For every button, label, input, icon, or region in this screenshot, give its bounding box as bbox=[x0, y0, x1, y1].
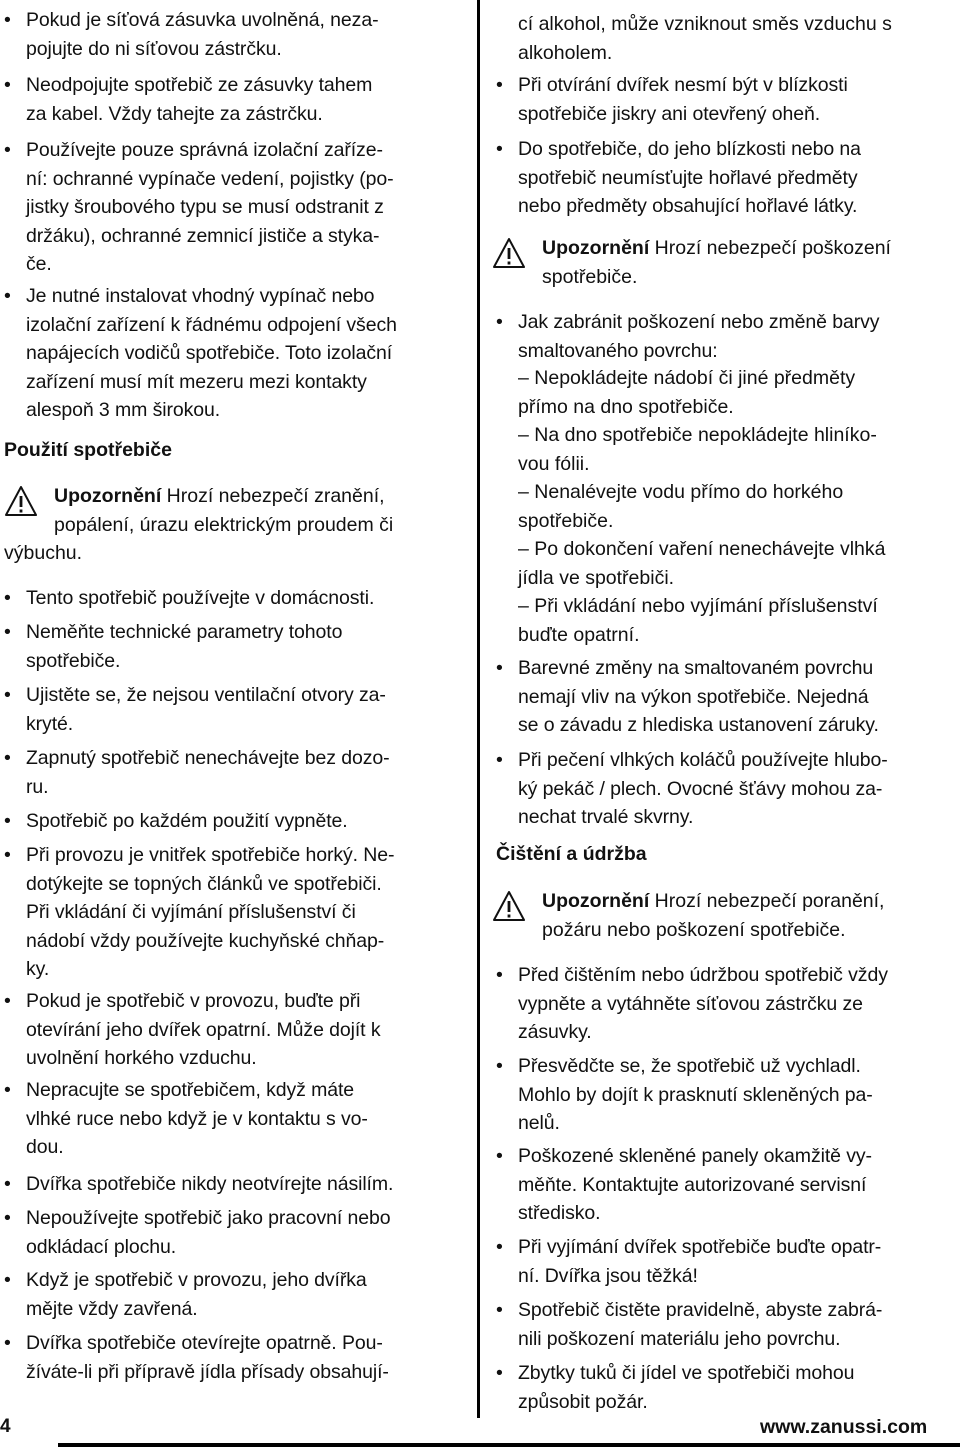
dash-item bbox=[518, 364, 855, 421]
bullet-line: ky. bbox=[26, 958, 50, 980]
bullet-icon: • bbox=[4, 621, 11, 643]
warning-line: požáru nebo poškození spotřebiče. bbox=[542, 918, 846, 941]
warning-text: Hrozí nebezpečí poranění, bbox=[649, 890, 885, 912]
bullet-item bbox=[496, 1142, 872, 1228]
footer-rule bbox=[58, 1443, 960, 1447]
bullet-icon: • bbox=[4, 587, 11, 609]
bullet-item bbox=[4, 987, 380, 1073]
bullet-line: Při vkládání či vyjímání příslušenství či bbox=[26, 901, 356, 923]
bullet-line: spotřebič neumísťujte hořlavé předměty bbox=[518, 166, 858, 189]
bullet-line: izolační zařízení k řádnému odpojení všech bbox=[26, 313, 397, 336]
text-line: – Po dokončení vaření nenechávejte vlhká bbox=[518, 538, 886, 560]
bullet-icon: • bbox=[4, 990, 11, 1012]
bullet-line: měňte. Kontaktujte autorizované servisní bbox=[518, 1173, 867, 1196]
bullet-line: spotřebiče jiskry ani otevřený oheň. bbox=[518, 102, 821, 125]
bullet-line: Když je spotřebič v provozu, jeho dvířka bbox=[26, 1269, 367, 1291]
bullet-line: dou. bbox=[26, 1136, 64, 1158]
text-line: alkoholem. bbox=[518, 41, 613, 64]
bullet-line: napájecích vodičů spotřebiče. Toto izolační bbox=[26, 342, 393, 364]
dash-item bbox=[518, 478, 843, 535]
text-line: – Nenalévejte vodu přímo do horkého bbox=[518, 481, 844, 503]
bullet-line: jistky šroubového typu se musí odstranit z bbox=[26, 196, 384, 218]
bullet-icon: • bbox=[496, 749, 503, 771]
bullet-line: Nepracujte se spotřebičem, když máte bbox=[26, 1079, 355, 1101]
bullet-item bbox=[4, 807, 348, 836]
bullet-line: Spotřebič čistěte pravidelně, abyste zabrá- bbox=[518, 1299, 883, 1321]
bullet-line: smaltovaného povrchu: bbox=[518, 339, 718, 362]
bullet-line: Neodpojujte spotřebič ze zásuvky tahem bbox=[26, 74, 373, 96]
bullet-line: odkládací plochu. bbox=[26, 1235, 177, 1258]
bullet-line: vlhké ruce nebo když je v kontaktu s vo- bbox=[26, 1107, 368, 1130]
bullet-item bbox=[4, 744, 389, 801]
website-link[interactable]: www.zanussi.com bbox=[760, 1416, 928, 1438]
bullet-line: Před čištěním nebo údržbou spotřebič vždy bbox=[518, 964, 888, 986]
bullet-line: ký pekáč / plech. Ovocné šťávy mohou za- bbox=[518, 777, 883, 800]
bullet-item bbox=[496, 961, 888, 1047]
bullet-item bbox=[4, 1204, 390, 1261]
bullet-line: způsobit požár. bbox=[518, 1390, 648, 1413]
warning-text: Hrozí nebezpečí poškození bbox=[649, 237, 891, 259]
warning-line bbox=[542, 887, 884, 916]
bullet-line: držáku), ochranné zemnicí jističe a styka- bbox=[26, 224, 380, 247]
bullet-line: Dvířka spotřebiče otevírejte opatrně. Pou- bbox=[26, 1332, 383, 1354]
dash-item bbox=[518, 535, 886, 592]
section-heading: Čištění a údržba bbox=[496, 843, 647, 865]
bullet-line: mějte vždy zavřená. bbox=[26, 1297, 198, 1320]
bullet-line: Při otvírání dvířek nesmí být v blízkosti bbox=[518, 74, 848, 96]
text-line: spotřebiče. bbox=[518, 509, 614, 532]
bullet-icon: • bbox=[496, 964, 503, 986]
text-line: vou fólii. bbox=[518, 452, 590, 475]
bullet-item bbox=[4, 1266, 367, 1323]
bullet-item bbox=[4, 1076, 368, 1162]
text-line: buďte opatrní. bbox=[518, 623, 640, 646]
bullet-item bbox=[496, 654, 879, 740]
bullet-line: dotýkejte se topných článků ve spotřebiči. bbox=[26, 872, 382, 895]
bullet-item bbox=[496, 71, 848, 128]
warning-line: výbuchu. bbox=[4, 542, 83, 564]
bullet-item bbox=[4, 71, 372, 128]
bullet-icon: • bbox=[4, 1332, 11, 1354]
bullet-item bbox=[496, 308, 879, 365]
bullet-line: uvolnění horkého vzduchu. bbox=[26, 1047, 257, 1069]
bullet-icon: • bbox=[496, 138, 503, 160]
bullet-line: zařízení musí mít mezeru mezi kontakty bbox=[26, 370, 367, 393]
bullet-item bbox=[4, 1170, 393, 1199]
warning-line: spotřebiče. bbox=[542, 265, 638, 288]
bullet-icon: • bbox=[496, 74, 503, 96]
bullet-icon: • bbox=[4, 9, 11, 31]
bullet-line: Používejte pouze správná izolační zaříze- bbox=[26, 139, 383, 161]
warning-notice bbox=[492, 234, 891, 291]
warning-line: popálení, úrazu elektrickým proudem či bbox=[54, 513, 394, 536]
bullet-item bbox=[4, 584, 374, 613]
bullet-line: za kabel. Vždy tahejte za zástrčku. bbox=[26, 102, 323, 125]
bullet-line: alespoň 3 mm širokou. bbox=[26, 399, 221, 421]
bullet-line: če. bbox=[26, 253, 52, 275]
bullet-line: ru. bbox=[26, 775, 49, 798]
bullet-line: Pokud je spotřebič v provozu, buďte při bbox=[26, 990, 361, 1012]
warning-line bbox=[54, 482, 393, 511]
bullet-line: otevírání jeho dvířek opatrní. Může dojít k bbox=[26, 1018, 381, 1041]
bullet-line: Ujistěte se, že nejsou ventilační otvory za- bbox=[26, 684, 386, 706]
warning-triangle-icon bbox=[492, 237, 526, 269]
bullet-item bbox=[496, 746, 888, 832]
text-line: – Při vkládání nebo vyjímání příslušenství bbox=[518, 595, 878, 617]
bullet-line: Neměňte technické parametry tohoto bbox=[26, 621, 343, 643]
bullet-line: Jak zabránit poškození nebo změně barvy bbox=[518, 311, 880, 333]
bullet-line: se o závadu z hlediska ustanovení záruky. bbox=[518, 714, 879, 736]
bullet-line: Při provozu je vnitřek spotřebiče horký. Ne- bbox=[26, 844, 395, 866]
bullet-item bbox=[4, 681, 386, 738]
text-line: – Nepokládejte nádobí či jiné předměty bbox=[518, 367, 856, 389]
bullet-icon: • bbox=[496, 1055, 503, 1077]
bullet-line: Zbytky tuků či jídel ve spotřebiči mohou bbox=[518, 1362, 855, 1384]
bullet-line: Zapnutý spotřebič nenechávejte bez dozo- bbox=[26, 747, 390, 769]
bullet-line: Tento spotřebič používejte v domácnosti. bbox=[26, 587, 375, 609]
bullet-icon: • bbox=[4, 285, 11, 307]
bullet-icon: • bbox=[4, 684, 11, 706]
bullet-line: nili poškození materiálu jeho povrchu. bbox=[518, 1327, 841, 1350]
bullet-icon: • bbox=[4, 747, 11, 769]
bullet-item bbox=[496, 1296, 882, 1353]
warning-notice bbox=[4, 482, 393, 568]
bullet-line: vypněte a vytáhněte síťovou zástrčku ze bbox=[518, 992, 863, 1015]
bullet-line: Barevné změny na smaltovaném povrchu bbox=[518, 657, 874, 679]
section-heading: Použití spotřebiče bbox=[4, 439, 172, 461]
bullet-item bbox=[4, 282, 397, 425]
bullet-icon: • bbox=[4, 139, 11, 161]
bullet-line: zásuvky. bbox=[518, 1021, 592, 1043]
bullet-line: nechat trvalé skvrny. bbox=[518, 806, 694, 828]
bullet-item bbox=[496, 1233, 881, 1290]
bullet-item bbox=[4, 1329, 389, 1386]
bullet-icon: • bbox=[496, 1362, 503, 1384]
warning-label: Upozornění bbox=[542, 890, 650, 912]
text-line: – Na dno spotřebiče nepokládejte hliníko- bbox=[518, 424, 877, 446]
bullet-line: spotřebiče. bbox=[26, 649, 121, 672]
bullet-icon: • bbox=[4, 844, 11, 866]
bullet-icon: • bbox=[4, 810, 11, 832]
bullet-icon: • bbox=[496, 311, 503, 333]
dash-item bbox=[518, 592, 878, 649]
bullet-line: ní. Dvířka jsou těžká! bbox=[518, 1264, 698, 1287]
text-line: přímo na dno spotřebiče. bbox=[518, 395, 734, 418]
bullet-item bbox=[496, 1359, 854, 1416]
text-line: cí alkohol, může vzniknout směs vzduchu s bbox=[518, 13, 892, 35]
bullet-line: Pokud je síťová zásuvka uvolněná, neza- bbox=[26, 9, 379, 31]
bullet-line: středisko. bbox=[518, 1202, 601, 1224]
warning-label: Upozornění bbox=[542, 237, 650, 259]
bullet-line: kryté. bbox=[26, 712, 74, 735]
column-divider bbox=[477, 0, 480, 1418]
bullet-icon: • bbox=[496, 1236, 503, 1258]
warning-triangle-icon bbox=[492, 890, 526, 922]
bullet-line: ní: ochranné vypínače vedení, pojistky (po- bbox=[26, 167, 394, 190]
bullet-line: nádobí vždy používejte kuchyňské chňap- bbox=[26, 929, 385, 952]
text-line: jídla ve spotřebiči. bbox=[518, 566, 675, 589]
bullet-line: Poškozené skleněné panely okamžitě vy- bbox=[518, 1145, 872, 1167]
bullet-item bbox=[4, 136, 394, 279]
bullet-line: Při vyjímání dvířek spotřebiče buďte opatr- bbox=[518, 1236, 882, 1258]
continued-text bbox=[518, 10, 892, 67]
bullet-line: žíváte-li při přípravě jídla přísady obsahují- bbox=[26, 1360, 389, 1383]
warning-triangle-icon bbox=[4, 485, 38, 517]
bullet-icon: • bbox=[496, 1299, 503, 1321]
bullet-icon: • bbox=[4, 1079, 11, 1101]
bullet-icon: • bbox=[4, 1269, 11, 1291]
bullet-line: Spotřebič po každém použití vypněte. bbox=[26, 810, 348, 832]
bullet-line: Nepoužívejte spotřebič jako pracovní nebo bbox=[26, 1207, 391, 1229]
bullet-item bbox=[4, 618, 342, 675]
bullet-line: Dvířka spotřebiče nikdy neotvírejte násilím. bbox=[26, 1173, 394, 1195]
warning-label: Upozornění bbox=[54, 485, 162, 507]
bullet-line: Mohlo by dojít k prasknutí skleněných pa- bbox=[518, 1083, 873, 1106]
bullet-line: Přesvědčte se, že spotřebič už vychladl. bbox=[518, 1055, 861, 1077]
bullet-icon: • bbox=[4, 1173, 11, 1195]
warning-notice bbox=[492, 887, 884, 944]
bullet-icon: • bbox=[4, 1207, 11, 1229]
bullet-line: Je nutné instalovat vhodný vypínač nebo bbox=[26, 285, 375, 307]
bullet-item bbox=[496, 1052, 873, 1138]
bullet-icon: • bbox=[496, 657, 503, 679]
dash-item bbox=[518, 421, 877, 478]
bullet-item bbox=[4, 841, 394, 984]
bullet-line: nebo předměty obsahující hořlavé látky. bbox=[518, 195, 858, 217]
page-number: 4 bbox=[0, 1416, 11, 1437]
bullet-line: Do spotřebiče, do jeho blízkosti nebo na bbox=[518, 138, 861, 160]
bullet-line: Při pečení vlhkých koláčů používejte hlubo- bbox=[518, 749, 888, 771]
bullet-icon: • bbox=[4, 74, 11, 96]
bullet-line: nemají vliv na výkon spotřebiče. Nejedná bbox=[518, 685, 869, 708]
warning-line bbox=[542, 234, 891, 263]
bullet-item bbox=[4, 6, 378, 63]
bullet-line: nelů. bbox=[518, 1112, 560, 1134]
bullet-line: pojujte do ni síťovou zástrčku. bbox=[26, 37, 282, 60]
bullet-item bbox=[496, 135, 861, 221]
warning-text: Hrozí nebezpečí zranění, bbox=[161, 485, 385, 507]
bullet-icon: • bbox=[496, 1145, 503, 1167]
